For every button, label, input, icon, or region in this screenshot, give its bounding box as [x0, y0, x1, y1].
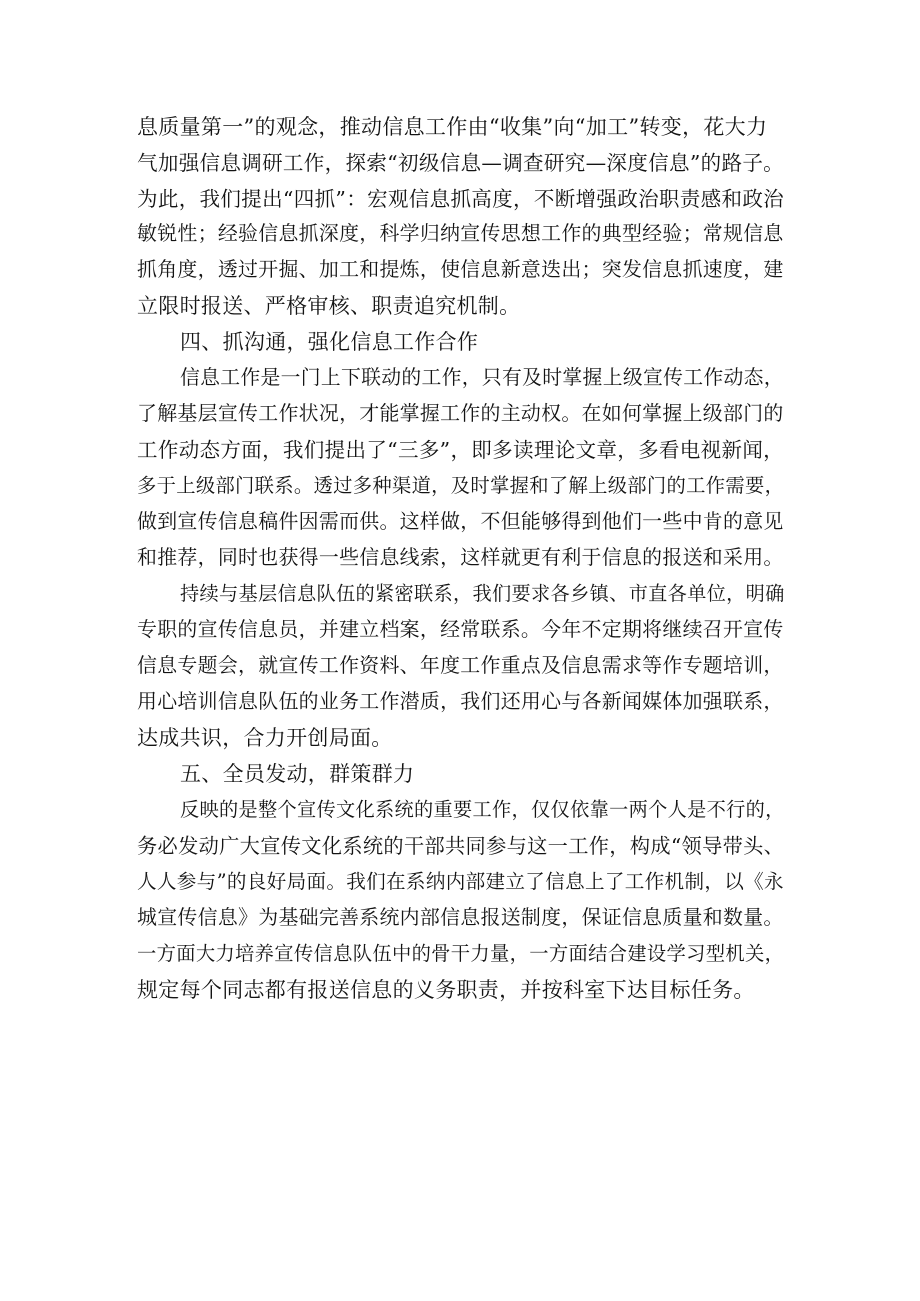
section-heading-5: 五、全员发动，群策群力 — [180, 762, 415, 786]
paragraph-line: 和推荐，同时也获得一些信息线索，这样就更有利于信息的报送和采用。 — [137, 546, 784, 569]
paragraph-line: 用心培训信息队伍的业务工作潜质，我们还用心与各新闻媒体加强联系， — [137, 690, 784, 713]
paragraph-line: 抓角度，透过开掘、加工和提炼，使信息新意迭出；突发信息抓速度，建 — [137, 258, 784, 281]
paragraph-line: 工作动态方面，我们提出了“三多”，即多读理论文章，多看电视新闻， — [137, 438, 785, 462]
paragraph-line: 多于上级部门联系。透过多种渠道，及时掌握和了解上级部门的工作需要， — [137, 474, 785, 497]
paragraph-line: 信息专题会，就宣传工作资料、年度工作重点及信息需求等作专题培训， — [137, 654, 784, 677]
paragraph-line: 息质量第一”的观念，推动信息工作由“收集”向“加工”转变，花大力 — [137, 115, 768, 139]
paragraph-line: 专职的宣传信息员，并建立档案，经常联系。今年不定期将继续召开宣传 — [137, 618, 784, 641]
paragraph-line: 一方面大力培养宣传信息队伍中的骨干力量，一方面结合建设学习型机关， — [137, 942, 785, 965]
paragraph-line: 城宣传信息》为基础完善系统内部信息报送制度，保证信息质量和数量。 — [137, 906, 784, 929]
paragraph-line: 反映的是整个宣传文化系统的重要工作，仅仅依靠一两个人是不行的， — [180, 798, 785, 821]
paragraph-line: 务必发动广大宣传文化系统的干部共同参与这一工作，构成“领导带头、 — [137, 834, 785, 858]
paragraph-line: 达成共识，合力开创局面。 — [137, 726, 393, 750]
paragraph-line: 人人参与”的良好局面。我们在系纳内部建立了信息上了工作机制，以《永 — [137, 870, 784, 893]
paragraph-line: 规定每个同志都有报送信息的义务职责，并按科室下达目标任务。 — [137, 978, 755, 1002]
paragraph-line: 持续与基层信息队伍的紧密联系，我们要求各乡镇、市直各单位，明确 — [180, 582, 785, 605]
paragraph-line: 做到宣传信息稿件因需而供。这样做，不但能够得到他们一些中肯的意见 — [137, 510, 784, 533]
paragraph-line: 敏锐性；经验信息抓深度，科学归纳宣传思想工作的典型经验；常规信息 — [137, 222, 784, 245]
section-heading-4: 四、抓沟通，强化信息工作合作 — [180, 330, 479, 354]
paragraph-line: 气加强信息调研工作，探索“初级信息—调查研究—深度信息”的路子。 — [137, 151, 785, 175]
paragraph-line: 了解基层宣传工作状况，才能掌握工作的主动权。在如何掌握上级部门的 — [137, 402, 784, 425]
paragraph-line: 信息工作是一门上下联动的工作，只有及时掌握上级宣传工作动态， — [180, 366, 784, 389]
paragraph-line: 为此，我们提出“四抓”：宏观信息抓高度，不断增强政治职责感和政治 — [137, 187, 785, 211]
paragraph-line: 立限时报送、严格审核、职责追究机制。 — [137, 294, 521, 318]
